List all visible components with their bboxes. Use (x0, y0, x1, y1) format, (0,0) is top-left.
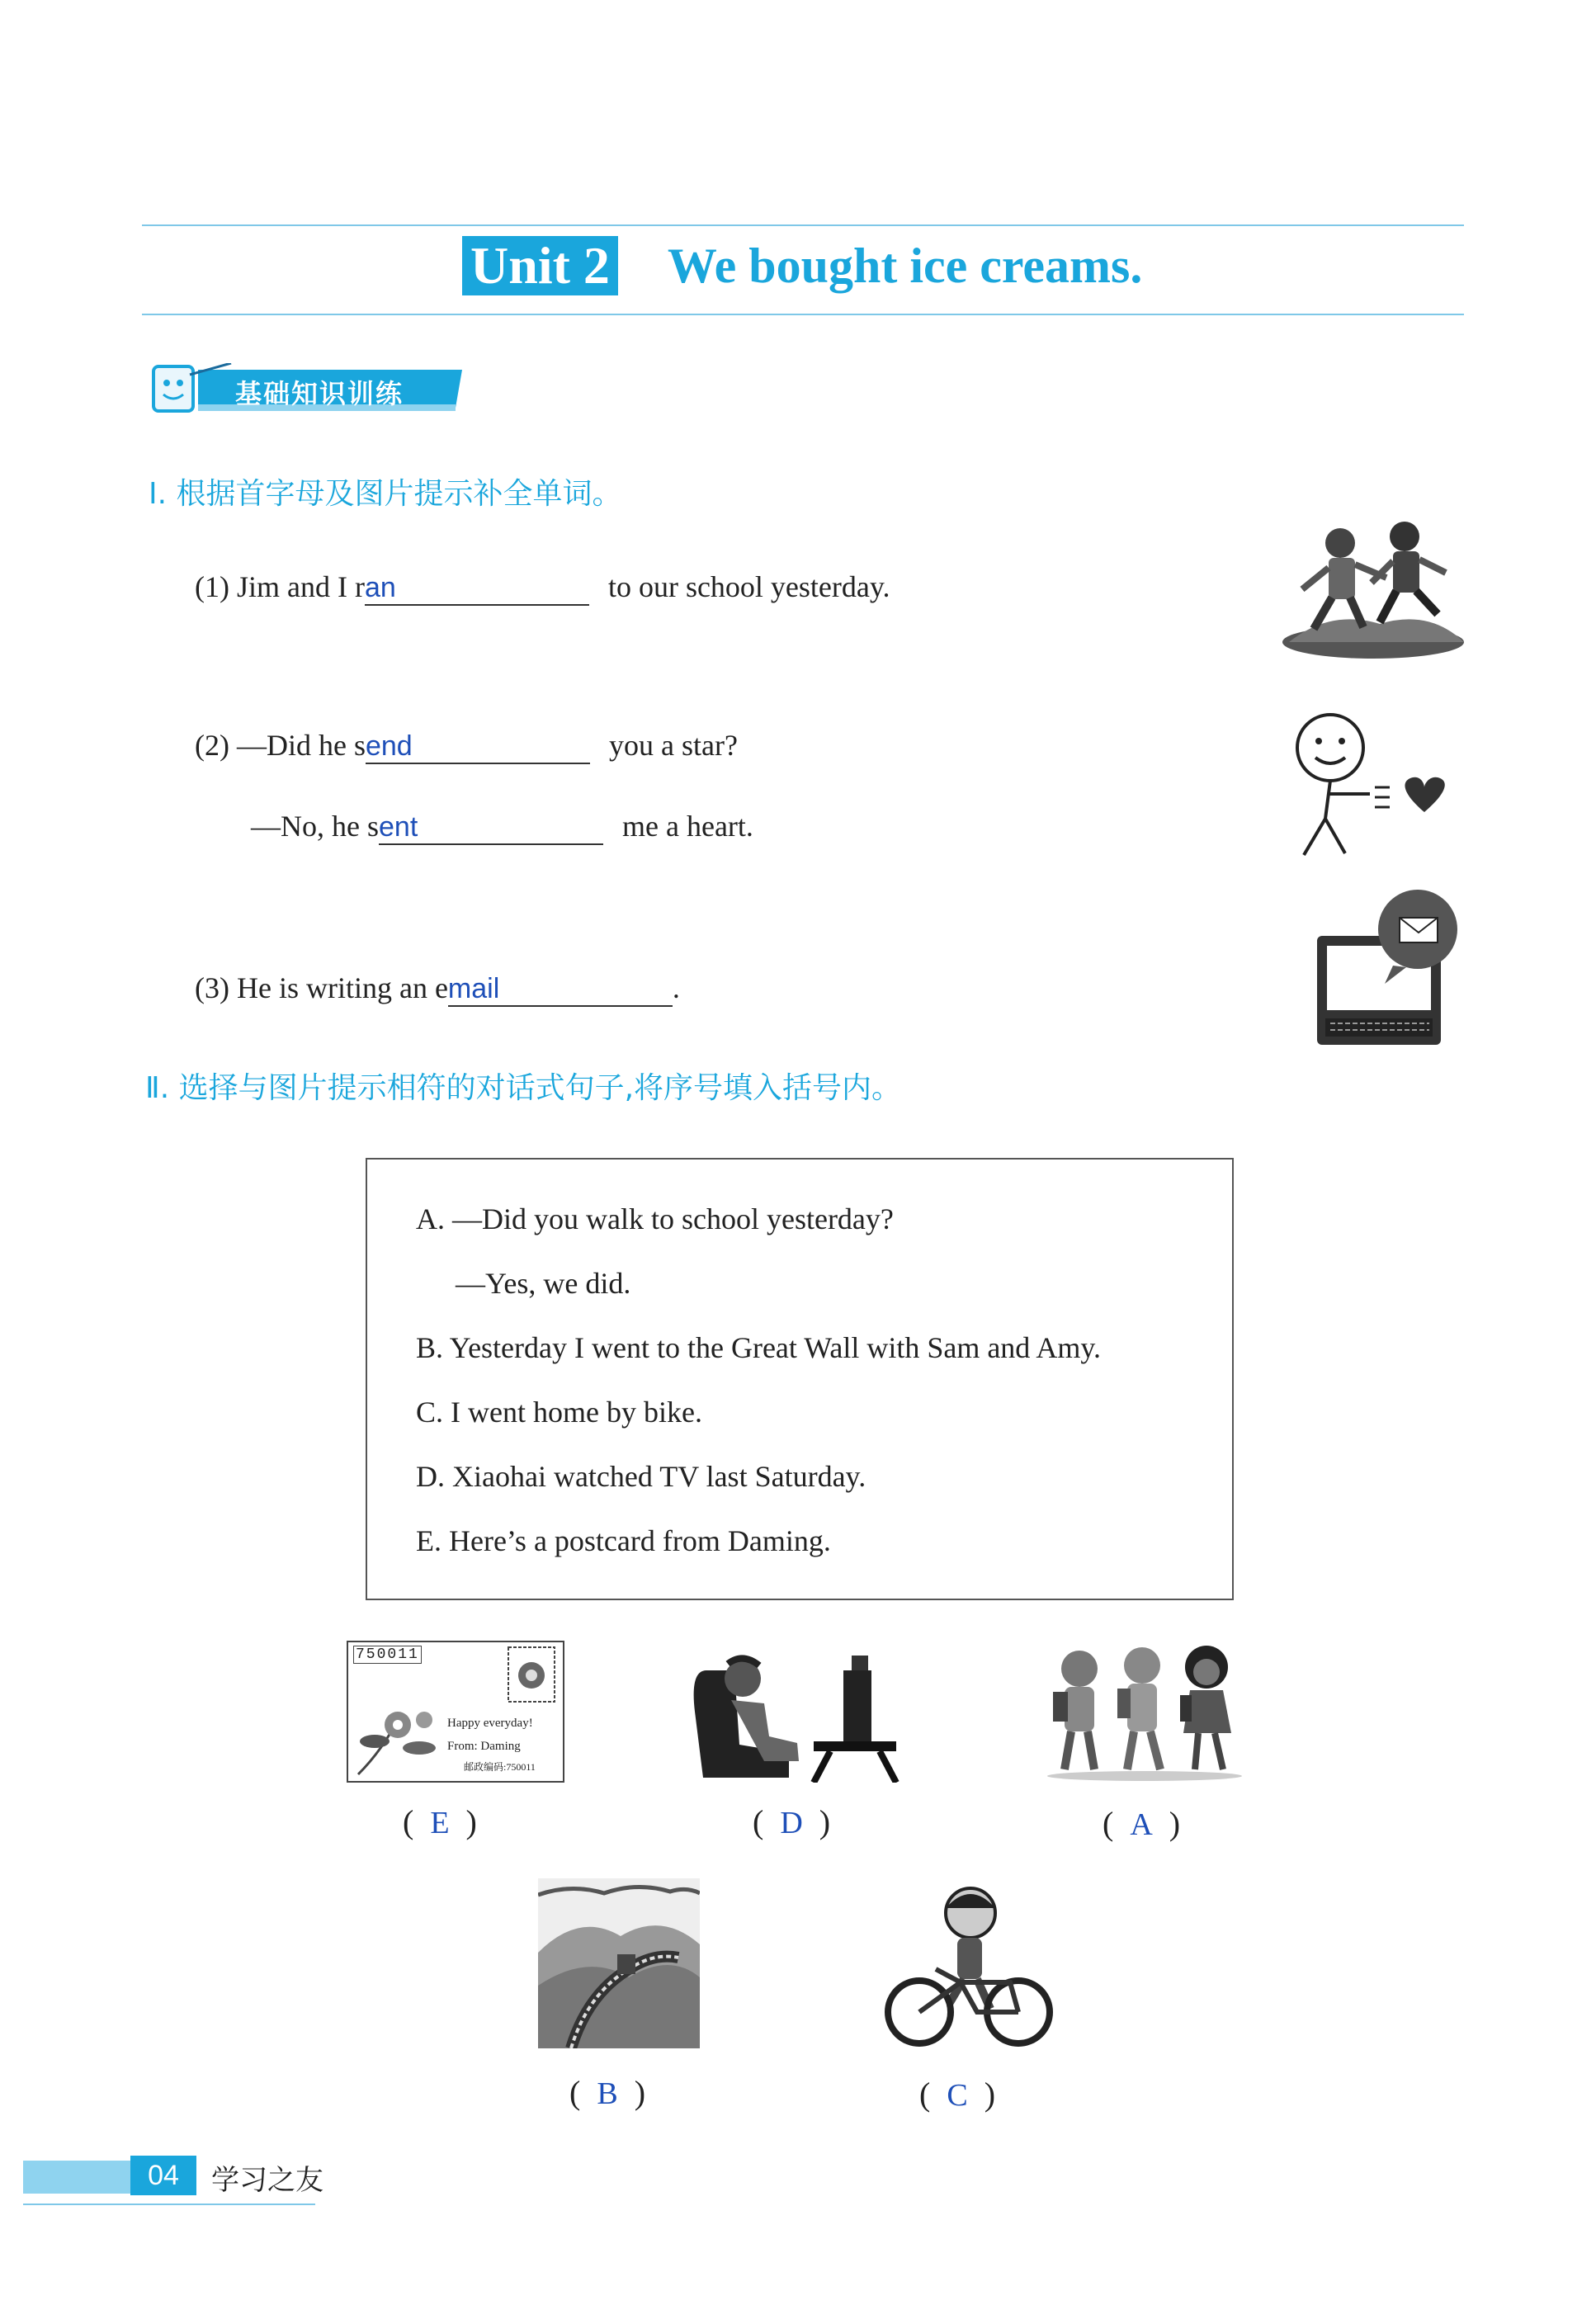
unit-label: Unit 2 (462, 236, 618, 295)
answer-blank[interactable] (379, 809, 603, 845)
answer-letter: E (430, 1806, 450, 1840)
answer-letter: A (1130, 1807, 1153, 1842)
riding-bike-picture (878, 1880, 1060, 2048)
stamp-icon (507, 1646, 556, 1703)
question-text: . (672, 971, 680, 1004)
postcard-greeting: Happy everyday! (447, 1717, 533, 1730)
question-text: to our school yesterday. (607, 570, 890, 603)
question-text: —Did he s (236, 729, 366, 762)
option-e: E. Here’s a postcard from Daming. (416, 1524, 831, 1557)
answer-text: an (364, 572, 396, 603)
answer-paren-2[interactable]: ( D ) (753, 1803, 831, 1840)
option-d: D. Xiaohai watched TV last Saturday. (416, 1460, 866, 1493)
great-wall-picture (538, 1878, 700, 2048)
walking-to-school-picture (1041, 1641, 1248, 1781)
question-text: you a star? (608, 729, 738, 762)
flower-icon (350, 1700, 449, 1778)
answer-blank[interactable] (365, 569, 589, 606)
option-a: A. —Did you walk to school yesterday? (416, 1202, 894, 1235)
option-c: C. I went home by bike. (416, 1396, 702, 1429)
postcard-picture (347, 1641, 564, 1783)
answer-paren-4[interactable]: ( B ) (569, 2074, 646, 2111)
answer-text: mail (447, 973, 500, 1004)
page-number: 04 (130, 2156, 196, 2195)
header-bottom-rule (142, 314, 1464, 315)
postcard-zip-boxes: 750011 (353, 1646, 422, 1664)
send-heart-picture (1287, 711, 1461, 858)
computer-email-picture (1314, 886, 1462, 1051)
postcard-zip: 邮政编码:750011 (464, 1761, 536, 1773)
unit-title-text: We bought ice creams. (667, 238, 1143, 293)
banner-label: 基础知识训练 (235, 378, 404, 409)
answer-letter: C (947, 2078, 968, 2113)
answer-text: end (365, 730, 413, 762)
question-number: (1) (195, 570, 229, 603)
question-3 (195, 971, 680, 1007)
section2-heading: Ⅱ. 选择与图片提示相符的对话式句子,将序号填入括号内。 (145, 1071, 902, 1105)
answer-letter: B (597, 2076, 618, 2111)
footer-rule (23, 2204, 315, 2205)
answer-paren-5[interactable]: ( C ) (919, 2076, 996, 2113)
book-title: 学习之友 (211, 2164, 323, 2197)
question-text: He is writing an e (236, 971, 448, 1004)
option-b: B. Yesterday I went to the Great Wall with Sam and Amy. (416, 1331, 1101, 1364)
running-boys-picture (1281, 518, 1466, 660)
answer-blank[interactable] (366, 728, 590, 764)
answer-paren-1[interactable]: ( E ) (403, 1803, 477, 1840)
answer-letter: D (780, 1806, 803, 1840)
section1-heading: Ⅰ. 根据首字母及图片提示补全单词。 (149, 477, 622, 511)
option-a-reply: —Yes, we did. (456, 1267, 631, 1300)
unit-title (462, 233, 1142, 299)
answer-text: ent (379, 811, 418, 843)
question-1 (195, 569, 890, 606)
question-2-reply (251, 809, 753, 845)
postcard-from: From: Daming (447, 1740, 521, 1753)
answer-paren-3[interactable]: ( A ) (1103, 1805, 1181, 1842)
watching-tv-picture (690, 1637, 906, 1783)
header-top-rule (142, 224, 1464, 226)
question-number: (3) (195, 971, 229, 1004)
question-2 (195, 728, 738, 764)
answer-blank[interactable] (448, 971, 673, 1007)
question-text: Jim and I r (236, 570, 365, 603)
question-number: (2) (195, 729, 229, 762)
question-text: —No, he s (251, 810, 379, 843)
question-text: me a heart. (622, 810, 753, 843)
